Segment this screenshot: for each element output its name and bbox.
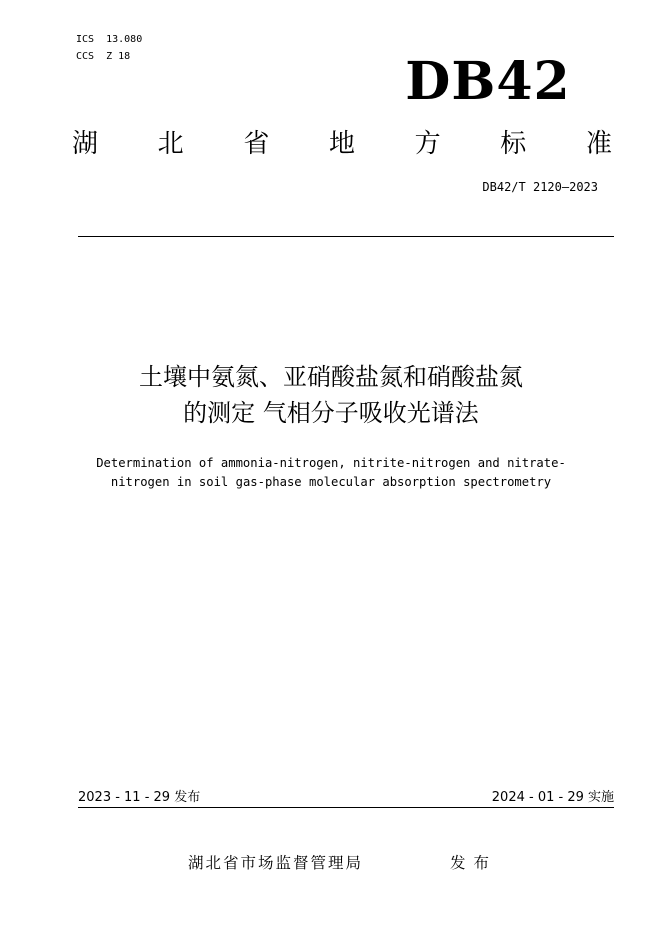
standard-logo: DB42 xyxy=(405,51,571,112)
standard-type-char: 方 xyxy=(414,129,441,159)
ics-code: ICS 13.080 xyxy=(76,34,143,45)
title-cn-line-1: 土壤中氨氮、亚硝酸盐氮和硝酸盐氮 xyxy=(139,363,523,391)
standard-type-char: 地 xyxy=(328,129,355,159)
title-en-line-1: Determination of ammonia-nitrogen, nitrite-nitrogen and nitrate- xyxy=(96,456,566,470)
standard-type-char: 北 xyxy=(157,129,184,159)
standard-type-char: 省 xyxy=(243,129,270,159)
title-cn-line-2: 的测定 气相分子吸收光谱法 xyxy=(183,399,479,427)
header-divider xyxy=(78,236,614,237)
footer-divider xyxy=(78,807,614,808)
standard-number: DB42/T 2120—2023 xyxy=(482,180,598,194)
standard-type-heading xyxy=(72,126,612,162)
standard-type-char: 湖 xyxy=(72,129,99,159)
ccs-code: CCS Z 18 xyxy=(76,51,131,62)
issue-action: 发布 xyxy=(450,854,498,872)
issue-date: 2023 - 11 - 29 发布 xyxy=(78,790,201,805)
issuing-authority: 湖北省市场监督管理局 xyxy=(188,854,364,872)
title-en-line-2: nitrogen in soil gas-phase molecular absorption spectrometry xyxy=(110,475,552,489)
implementation-date: 2024 - 01 - 29 实施 xyxy=(491,790,614,805)
standard-type-char: 标 xyxy=(500,129,527,159)
standard-type-char: 准 xyxy=(585,129,612,159)
